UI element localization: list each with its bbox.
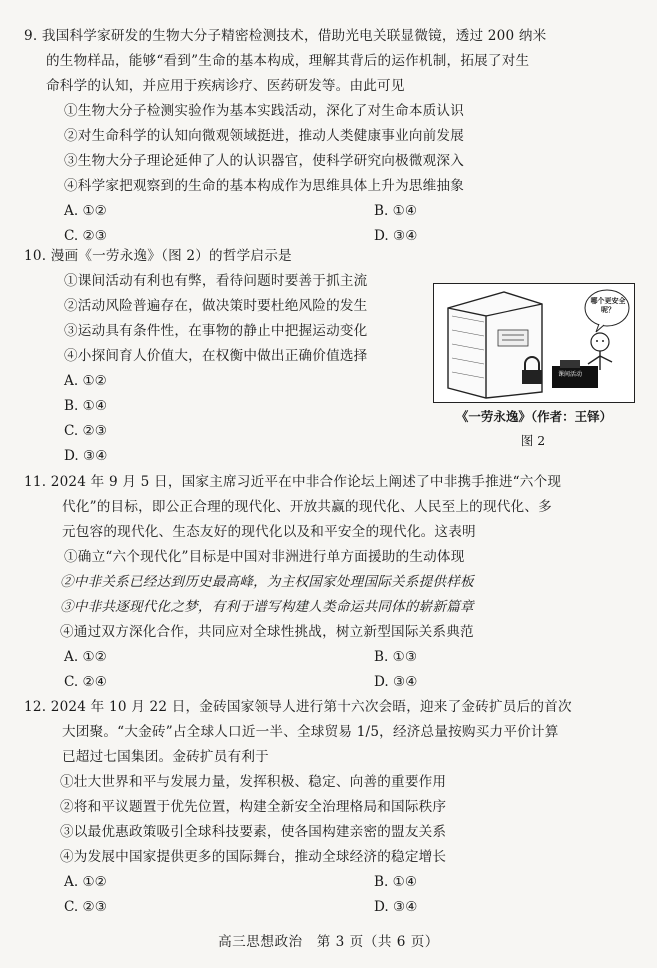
figure-number: 图 2 xyxy=(520,433,546,448)
q9-statement-3: ③生物大分子理论延伸了人的认识器官，使科学研究向极微观深入 xyxy=(64,153,465,169)
q12-option-d[interactable]: D. ③④ xyxy=(374,899,418,915)
q12-statement-1: ①壮大世界和平与发展力量，发挥积极、稳定、向善的重要作用 xyxy=(60,774,447,790)
q9-statement-1: ①生物大分子检测实验作为基本实践活动，深化了对生命本质认识 xyxy=(64,103,465,119)
q11-stem-line-1: 11. 2024 年 9 月 5 日，国家主席习近平在中非合作论坛上阐述了中非携手推进“六个现 xyxy=(24,474,562,490)
q10-option-c[interactable]: C. ②③ xyxy=(64,423,107,439)
q9-option-c[interactable]: C. ②③ xyxy=(64,228,107,244)
q11-statement-1: ①确立“六个现代化”目标是中国对非洲进行单方面援助的生动体现 xyxy=(64,549,465,565)
q11-statement-3: ③中非共逐现代化之梦，有利于谱写构建人类命运共同体的崭新篇章 xyxy=(60,599,474,615)
figure-caption: 《一劳永逸》（作者：王铎） xyxy=(455,409,613,424)
q9-statement-4: ④科学家把观察到的生命的基本构成作为思维具体上升为思维抽象 xyxy=(64,178,465,194)
q9-option-b[interactable]: B. ①④ xyxy=(374,203,418,219)
q9-option-a[interactable]: A. ①② xyxy=(64,203,107,219)
q9-option-d[interactable]: D. ③④ xyxy=(374,228,418,244)
q11-statement-4: ④通过双方深化合作，共同应对全球性挑战，树立新型国际关系典范 xyxy=(60,624,474,640)
page-footer: 高三思想政治 第 3 页（共 6 页） xyxy=(218,934,439,950)
q10-statement-4: ④小探间育人价值大，在权衡中做出正确价值选择 xyxy=(64,348,368,364)
cartoon-figure xyxy=(433,283,633,458)
q9-stem-line-2: 的生物样品，能够“看到”生命的基本构成，理解其背后的运作机制，拓展了对生 xyxy=(46,53,530,69)
q9-stem-line-3: 命科学的认知，并应用于疾病诊疗、医药研发等。由此可见 xyxy=(46,78,405,94)
question-9 xyxy=(24,24,636,249)
q11-statement-2: ②中非关系已经达到历史最高峰，为主权国家处理国际关系提供样板 xyxy=(60,574,474,590)
q12-options-row-2 xyxy=(24,895,636,920)
q12-options-row-1 xyxy=(24,870,636,895)
q11-option-b[interactable]: B. ①③ xyxy=(374,649,418,665)
q11-options-row-2 xyxy=(24,670,636,695)
q12-option-a[interactable]: A. ①② xyxy=(64,874,107,890)
q12-stem-line-1: 12. 2024 年 10 月 22 日，金砖国家领导人进行第十六次会晤，迎来了金砖扩员后的首次 xyxy=(24,699,572,715)
q11-option-d[interactable]: D. ③④ xyxy=(374,674,418,690)
q12-statement-2: ②将和平议题置于优先位置，构建全新安全治理格局和国际秩序 xyxy=(60,799,447,815)
q12-stem-line-2: 大团聚。“大金砖”占全球人口近一半、全球贸易 1/5，经济总量按购买力平价计算 xyxy=(62,724,559,740)
cartoon-person xyxy=(588,333,612,370)
q10-stem: 10. 漫画《一劳永逸》（图 2）的哲学启示是 xyxy=(24,248,292,264)
q10-statement-2: ②活动风险普遍存在，做决策时要杜绝风险的发生 xyxy=(64,298,368,314)
q10-option-b[interactable]: B. ①④ xyxy=(64,398,108,414)
question-11 xyxy=(24,470,636,695)
speech-bubble-text: 哪个更安全呢？ xyxy=(590,296,626,314)
q11-stem-line-3: 元包容的现代化、生态友好的现代化以及和平安全的现代化。这表明 xyxy=(62,524,476,540)
box-label: 课间活动 xyxy=(558,371,583,378)
q12-statement-4: ④为发展中国家提供更多的国际舞台，推动全球经济的稳定增长 xyxy=(60,849,447,865)
q11-stem-line-2: 代化”的目标，即公正合理的现代化、开放共赢的现代化、人民至上的现代化、多 xyxy=(62,499,552,515)
q9-options-row-1 xyxy=(24,199,636,224)
q12-option-b[interactable]: B. ①④ xyxy=(374,874,418,890)
q10-option-a[interactable]: A. ①② xyxy=(64,373,107,389)
q11-option-c[interactable]: C. ②④ xyxy=(64,674,107,690)
q9-stem-line-1: 9. 我国科学家研发的生物大分子精密检测技术，借助光电关联显微镜，透过 200 纳米 xyxy=(24,28,547,44)
cartoon-frame xyxy=(433,283,635,403)
q10-option-d[interactable]: D. ③④ xyxy=(64,448,108,464)
q11-option-a[interactable]: A. ①② xyxy=(64,649,107,665)
q10-statement-3: ③运动具有条件性，在事物的静止中把握运动变化 xyxy=(64,323,368,339)
q9-statement-2: ②对生命科学的认知向微观领域挺进，推动人类健康事业向前发展 xyxy=(64,128,465,144)
q12-stem-line-3: 已超过七国集团。金砖扩员有利于 xyxy=(62,749,269,765)
q10-statement-1: ①课间活动有利也有弊，看待问题时要善于抓主流 xyxy=(64,273,368,289)
q11-options-row-1 xyxy=(24,645,636,670)
q12-statement-3: ③以最优惠政策吸引全球科技要素，使各国构建亲密的盟友关系 xyxy=(60,824,447,840)
q12-option-c[interactable]: C. ②③ xyxy=(64,899,107,915)
question-12 xyxy=(24,695,636,920)
